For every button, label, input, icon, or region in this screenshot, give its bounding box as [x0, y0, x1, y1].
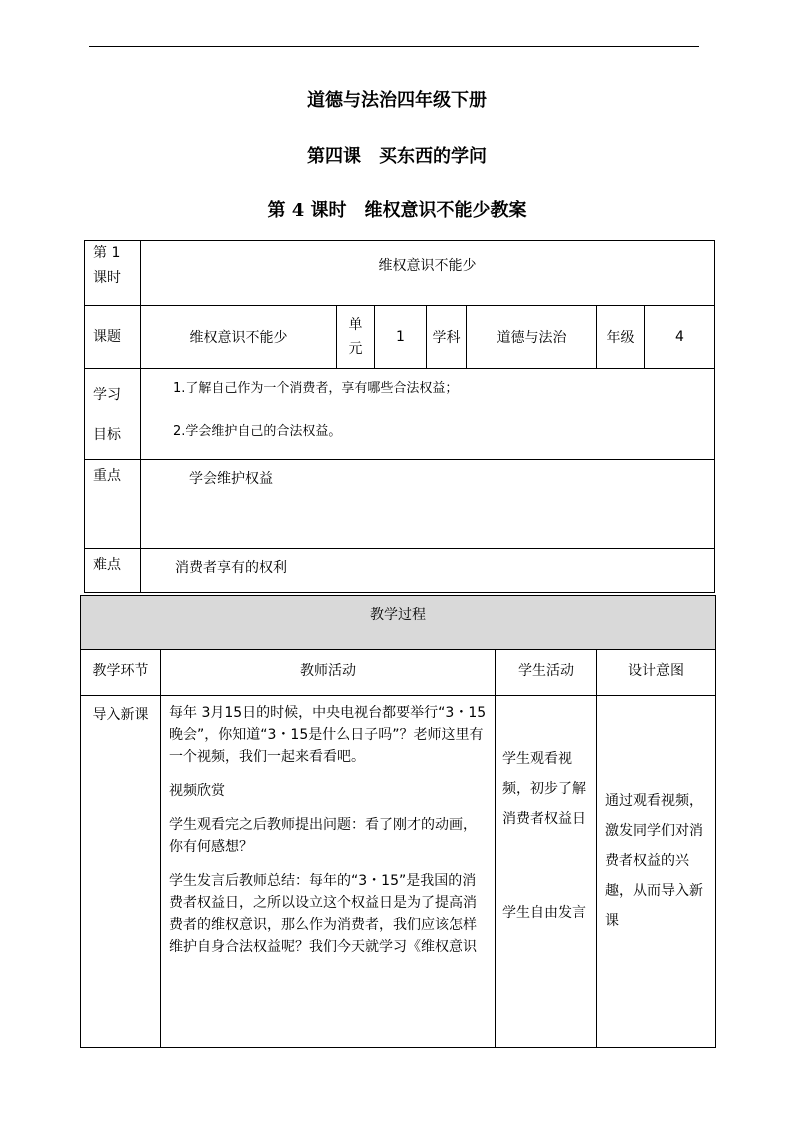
student-activity-item: 学生观看视频，初步了解消费者权益日 — [502, 751, 586, 827]
student-activity-item: 学生自由发言 — [502, 905, 586, 921]
goal-item: 1.了解自己作为一个消费者，享有哪些合法权益； — [173, 381, 459, 396]
grade-label: 年级 — [597, 306, 645, 369]
process-table — [80, 595, 716, 1048]
key-value: 学会维护权益 — [141, 460, 715, 549]
grade-value: 4 — [645, 306, 715, 369]
col-intent-header: 设计意图 — [597, 650, 716, 696]
teacher-paragraph: 视频欣赏 — [169, 783, 225, 799]
stage-cell: 导入新课 — [81, 696, 161, 1048]
header-rule — [89, 46, 699, 47]
lesson-title: 第四课 买东西的学问 — [307, 146, 487, 167]
lesson-info-table — [84, 240, 715, 593]
goal-item: 2.学会维护自己的合法权益。 — [173, 424, 342, 439]
key-label: 重点 — [85, 460, 141, 549]
col-teacher-header: 教师活动 — [161, 650, 496, 696]
topic-label: 课题 — [85, 306, 141, 369]
book-title: 道德与法治四年级下册 — [307, 90, 487, 111]
process-heading: 教学过程 — [81, 596, 716, 650]
difficulty-label: 难点 — [85, 549, 141, 593]
design-intent-cell: 通过观看视频，激发同学们对消费者权益的兴趣，从而导入新课 — [597, 696, 716, 1048]
subject-label: 学科 — [427, 306, 467, 369]
teacher-activity-cell — [161, 696, 496, 1048]
session-title: 第 4 课时 维权意识不能少教案 — [267, 200, 527, 221]
period-title: 维权意识不能少 — [141, 241, 715, 306]
student-activity-cell — [496, 696, 597, 1048]
subject-value: 道德与法治 — [467, 306, 597, 369]
difficulty-value: 消费者享有的权利 — [141, 549, 715, 593]
teacher-paragraph: 学生发言后教师总结：每年的“3・15”是我国的消费者权益日，之所以设立这个权益日是为了提高消费者的维权意识，那么作为消费者，我们应该怎样维护自身合法权益呢？我们今天就学习《维权意识 — [169, 873, 477, 955]
col-student-header: 学生活动 — [496, 650, 597, 696]
col-stage-header: 教学环节 — [81, 650, 161, 696]
goals-cell — [141, 369, 715, 460]
unit-value: 1 — [375, 306, 427, 369]
topic-value: 维权意识不能少 — [141, 306, 337, 369]
goals-label: 学习 目标 — [85, 369, 141, 460]
teacher-paragraph: 学生观看完之后教师提出问题：看了刚才的动画，你有何感想？ — [169, 817, 477, 855]
teacher-paragraph: 每年 3月15日的时候，中央电视台都要举行“3・15晚会”，你知道“3・15是什么日子吗”？老师这里有一个视频，我们一起来看看吧。 — [169, 705, 487, 765]
period-label: 第 1 课时 — [85, 241, 141, 306]
unit-label: 单 元 — [337, 306, 375, 369]
